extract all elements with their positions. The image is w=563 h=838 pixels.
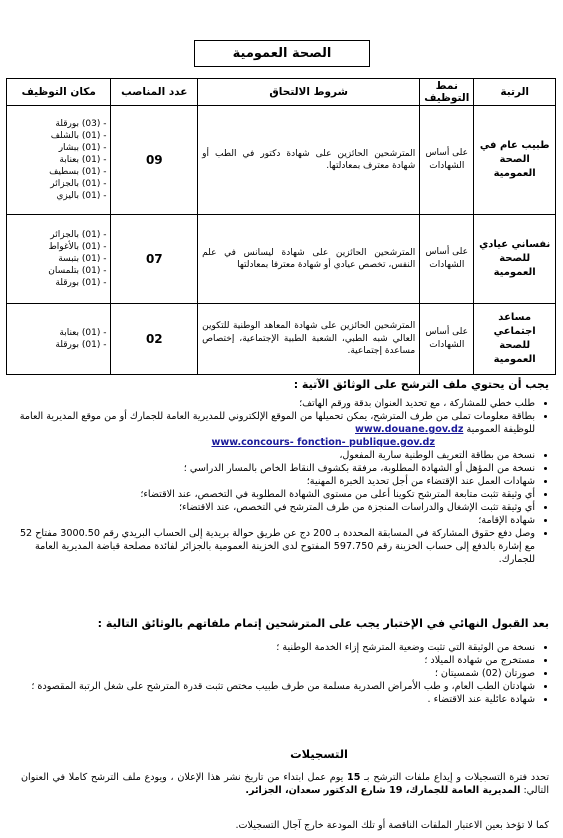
list-item: • وصل دفع حقوق المشاركة في المسابقة المحددة بـ 200 دج عن طريق حوالة بريدية إلى الحساب البريدي رقم 3000.50 مفتاح 52 مع إشارة بالدفع إلى حساب الخزينة رقم 597.750 المفتوح لدى الخزينة العمومية بالجزائر لفائدة مصلحة قباضة المديرية العامة للجمارك. — [7, 527, 535, 566]
cell-conditions: المترشحين الحائزين على شهادة دكتور في الطب أو شهادة معترف بمعادلتها. — [198, 106, 420, 215]
place-item: - (01) بالجزائر — [50, 179, 107, 189]
link-line — [7, 436, 535, 449]
header-count: عدد المناصب — [111, 79, 198, 106]
registration-paragraph — [21, 771, 549, 797]
cell-mode — [420, 215, 474, 304]
registration-text: يوم عمل ابتداء من تاريخ نشر هذا الإعلان ، ويودع ملف الترشح كاملا في العنوان التالي: — [21, 772, 549, 796]
table-row — [7, 215, 556, 304]
mode-line: على أساس — [425, 148, 469, 158]
list-item: • أي وثيقة تثبت متابعة المترشح تكوينا أعلى من مستوى الشهادة المطلوبة في التخصص، عند الاقتضاء؛ — [7, 488, 535, 501]
list-item: • طلب خطي للمشاركة ، مع تحديد العنوان بدقة ورقم الهاتف؛ — [7, 397, 535, 410]
place-item: - (01) بالجزائر — [50, 230, 107, 240]
place-item: - (03) بورقلة — [55, 119, 107, 129]
list-item: • نسخة من بطاقة التعريف الوطنية سارية المفعول، — [7, 449, 535, 462]
places-list — [13, 229, 106, 289]
cell-count: 09 — [111, 106, 198, 215]
rank-line: الصحة العمومية — [493, 154, 536, 179]
header-conditions: شروط الالتحاق — [198, 79, 420, 106]
cell-count: 07 — [111, 215, 198, 304]
cell-mode — [420, 304, 474, 375]
registration-address: المديرية العامة للجمارك، 19 شارع الدكتور سعدان، الجزائر. — [245, 785, 521, 796]
cell-rank — [474, 215, 556, 304]
list-item: • شهادة عائلية عند الاقتضاء . — [7, 693, 535, 706]
mode-line: الشهادات — [429, 161, 465, 171]
mode-line: الشهادات — [429, 340, 465, 350]
douane-link[interactable]: www.douane.gov.dz — [355, 424, 464, 435]
documents-list — [7, 397, 549, 566]
table-row — [7, 106, 556, 215]
cell-conditions: المترشحين الحائزين على شهادة ليسانس في علم النفس، تخصص عيادي أو شهادة معترفا بمعادلتها — [198, 215, 420, 304]
table-row — [7, 304, 556, 375]
place-item: - (01) بورقلة — [55, 278, 107, 288]
list-item — [7, 410, 535, 449]
table-header-row — [7, 79, 556, 106]
cell-conditions: المترشحين الحائزين على شهادة المعاهد الوطنية للتكوين العالي شبه الطبي، الشعبة الطبية الإجتماعية، إختصاص مساعدة إجتماعية. — [198, 304, 420, 375]
list-item: • مستخرج من شهادة الميلاد ؛ — [7, 654, 535, 667]
places-list — [13, 118, 106, 202]
place-item: - (01) بعنابة — [59, 155, 107, 165]
list-item: • شهادتان الطب العام، و طب الأمراض الصدرية مسلمة من طرف طبيب مختص تثبت قدرة المترشح على شغل الرتبة المقصودة ؛ — [7, 680, 535, 693]
places-list — [13, 327, 106, 351]
list-item: • شهادات العمل عند الإقتضاء من أجل تحديد الخبرة المهنية؛ — [7, 475, 535, 488]
list-item-text: بطاقة معلومات تملى من طرف المترشح، يمكن تحميلها من الموقع الإلكتروني للمديرية العامة للجمارك أو من موقع المديرية العامة للوظيفة العمومية — [19, 411, 535, 435]
mode-line: على أساس — [425, 247, 469, 257]
registration-title: التسجيلات — [290, 747, 348, 761]
final-documents-title: بعد القبول النهائي في الإختبار يجب على المترشحين إتمام ملفاتهم بالوثائق التالية : — [97, 617, 549, 630]
list-item: • شهادة الإقامة؛ — [7, 514, 535, 527]
cell-count: 02 — [111, 304, 198, 375]
header-mode: نمط التوظيف — [420, 79, 474, 106]
place-item: - (01) بتلمسان — [48, 266, 107, 276]
list-item: • نسخة من المؤهل أو الشهادة المطلوبة، مرفقة بكشوف النقاط الخاص بالمسار الدراسي ؛ — [7, 462, 535, 475]
registration-note: كما لا تؤخذ بعين الاعتبار الملفات الناقصة أو تلك المودعة خارج آجال التسجيلات. — [235, 820, 549, 831]
final-documents-list — [7, 641, 549, 706]
documents-title: يجب أن يحتوي ملف الترشح على الوثائق الآتية : — [293, 378, 549, 391]
mode-line: على أساس — [425, 327, 469, 337]
place-item: - (01) بورقلة — [55, 340, 107, 350]
rank-line: طبيب عام في — [479, 140, 550, 151]
registration-days: 15 — [347, 772, 361, 783]
list-item: • أي وثيقة تثبت الإشغال والدراسات المنجزة من طرف المترشح في التخصص، عند الاقتضاء؛ — [7, 501, 535, 514]
header-places: مكان التوظيف — [7, 79, 111, 106]
rank-line: مساعد اجتماعي — [493, 312, 536, 337]
registration-text: تحدد فترة التسجيلات و إيداع ملفات الترشح بـ — [360, 772, 549, 783]
rank-line: للصحة العمومية — [493, 253, 536, 278]
cell-places — [7, 304, 111, 375]
place-item: - (01) بالأغواط — [48, 242, 107, 252]
mode-line: الشهادات — [429, 260, 465, 270]
rank-line: نفساني عيادي — [479, 239, 551, 250]
cell-mode — [420, 106, 474, 215]
cell-rank — [474, 106, 556, 215]
concours-link[interactable]: www.concours- fonction- publique.gov.dz — [211, 437, 435, 448]
place-item: - (01) بتبسة — [58, 254, 107, 264]
cell-rank — [474, 304, 556, 375]
cell-places — [7, 106, 111, 215]
rank-line: للصحة العمومية — [493, 340, 536, 365]
cell-places — [7, 215, 111, 304]
place-item: - (01) باليزي — [56, 191, 107, 201]
header-rank: الرتبة — [474, 79, 556, 106]
positions-table — [6, 78, 556, 375]
place-item: - (01) بالشلف — [50, 131, 107, 141]
list-item: • صورتان (02) شمسيتان ؛ — [7, 667, 535, 680]
list-item: • نسخة من الوثيقة التي تثبت وضعية المترشح إزاء الخدمة الوطنية ؛ — [7, 641, 535, 654]
section-title-box: الصحة العمومية — [194, 40, 370, 67]
place-item: - (01) بعنابة — [59, 328, 107, 338]
place-item: - (01) بسطيف — [49, 167, 107, 177]
place-item: - (01) ببشار — [58, 143, 107, 153]
